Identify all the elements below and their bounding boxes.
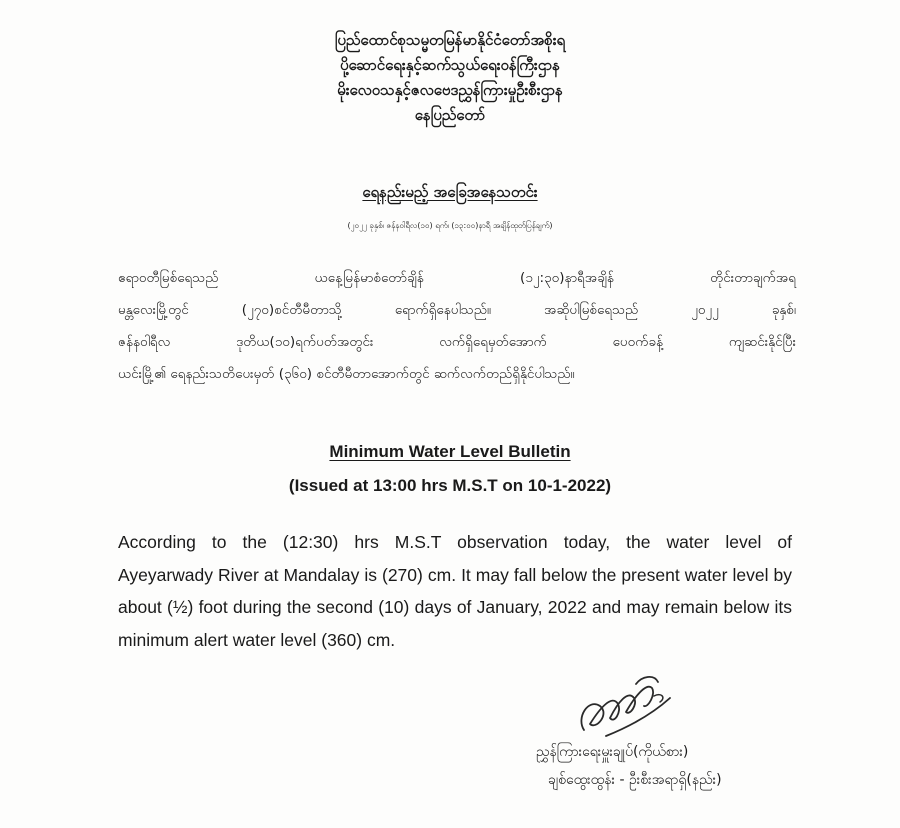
myanmar-issue-time: (၂၀၂၂ ခုနှစ်၊ ဇန်နဝါရီလ(၁၀) ရက်၊ (၁၃:၀၀)နာရီ အချိန်ထုတ်ပြန်ချက်) [347, 221, 553, 230]
ministry-name: ပို့ဆောင်ရေးနှင့်ဆက်သွယ်ရေးဝန်ကြီးဌာန [340, 56, 560, 74]
english-bulletin-title-text: Minimum Water Level Bulletin [329, 442, 571, 461]
english-issue-time: (Issued at 13:00 hrs M.S.T on 10-1-2022) [288, 476, 612, 495]
letterhead [0, 28, 900, 128]
government-name: ပြည်ထောင်စုသမ္မတမြန်မာနိုင်ငံတော်အစိုးရ [334, 31, 566, 49]
english-body-line: about (½) foot during the second (10) days of January, 2022 and may remain below its [118, 597, 792, 617]
signatory-name: ချစ်ထွေးထွန်း - ဦးစီးအရာရှိ(နည်း) [548, 772, 722, 788]
english-bulletin-body [118, 526, 792, 656]
myanmar-body-line: ဧရာဝတီမြစ်ရေသည် ယနေ့မြန်မာစံတော်ချိန် (၁၂:၃၀)နာရီအချိန် တိုင်းတာချက်အရ [118, 270, 796, 286]
myanmar-body-line: ယင်းမြို့၏ ရေနည်းသတိပေးမှတ် (၃၆၀) စင်တီမီတာအောက်တွင် ဆက်လက်တည်ရှိနိုင်ပါသည်။ [118, 366, 575, 382]
english-body-line: According to the (12:30) hrs M.S.T observation today, the water level of [118, 532, 792, 552]
location-name: နေပြည်တော် [414, 106, 486, 124]
myanmar-bulletin-body [118, 262, 796, 390]
english-body-line: Ayeyarwady River at Mandalay is (270) cm. It may fall below the present water level by [118, 564, 792, 585]
myanmar-body-line: ဇန်နဝါရီလ ဒုတိယ(၁၀)ရက်ပတ်အတွင်း လက်ရှိရေမှတ်အောက် ပေ၀က်ခန့် ကျဆင်းနိုင်ပြီး [118, 334, 796, 350]
myanmar-bulletin-title [0, 180, 900, 204]
signatory-title: ညွှန်ကြားရေးမှူးချုပ်(ကိုယ်စား) [536, 744, 689, 760]
myanmar-body-line: မန္တလေးမြို့တွင် (၂၇၀)စင်တီမီတာသို့ ရောက်ရှိနေပါသည်။ အဆိုပါမြစ်ရေသည် ၂၀၂၂ ခုနှစ်၊ [118, 302, 796, 318]
myanmar-bulletin-title-text: ရေနည်းမည့် အခြေအနေသတင်း [362, 183, 538, 201]
english-bulletin-title [0, 440, 900, 464]
department-name: မိုးလေဝသနှင့်ဇလဗေဒညွှန်ကြားမှုဦးစီးဌာန [337, 81, 563, 99]
english-body-line: minimum alert water level (360) cm. [118, 629, 396, 650]
signoff-block [536, 738, 836, 794]
